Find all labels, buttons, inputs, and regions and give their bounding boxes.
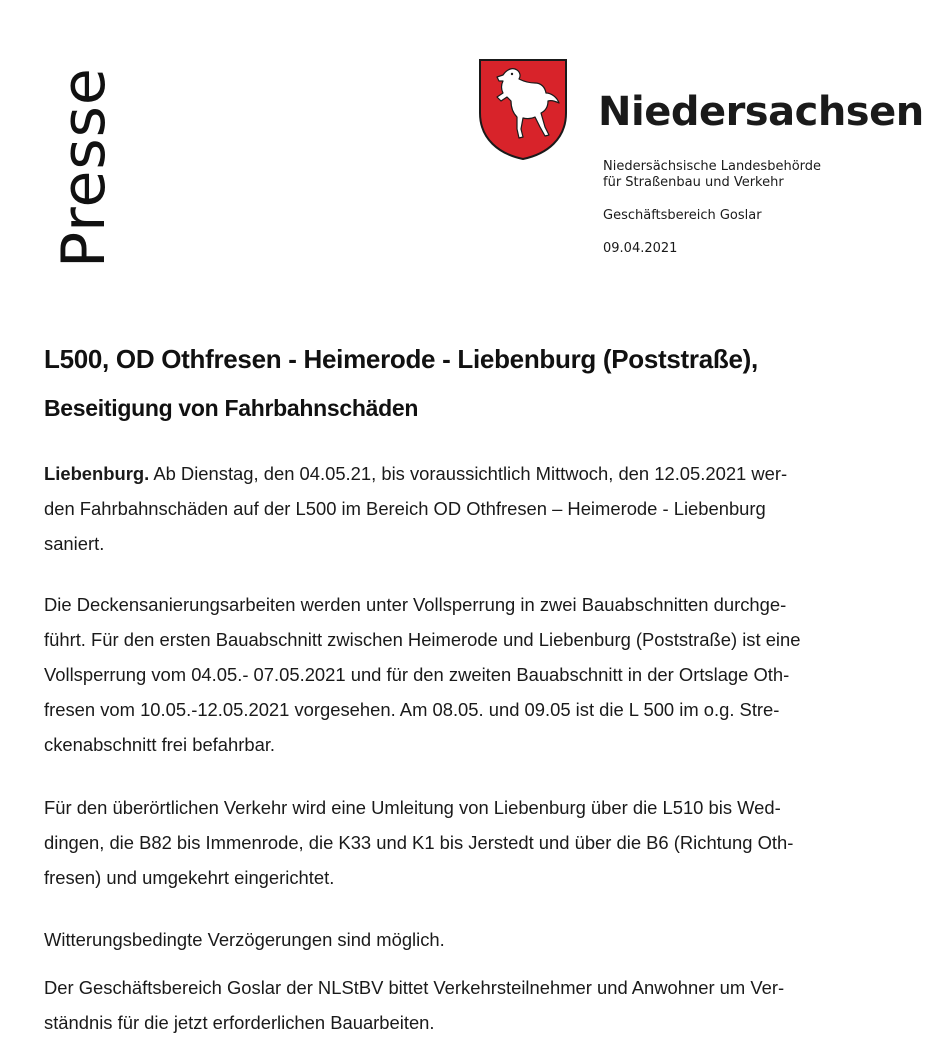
paragraph-line: Der Geschäftsbereich Goslar der NLStBV bittet Verkehrsteilnehmer und Anwohner um Ver- [44,977,785,998]
headline-line1: L500, OD Othfresen - Heimerode - Liebenburg (Poststraße), [44,344,758,374]
paragraph-line: fresen vom 10.05.-12.05.2021 vorgesehen. Am 08.05. und 09.05 ist die L 500 im o.g. Stre- [44,699,780,720]
paragraph-line: saniert. [44,533,105,554]
paragraph-construction [44,587,874,762]
paragraph-detour [44,790,874,895]
paragraph-line: Witterungsbedingte Verzögerungen sind möglich. [44,929,445,950]
dateline: Liebenburg. [44,463,150,484]
paragraph-line: dingen, die B82 bis Immenrode, die K33 und K1 bis Jerstedt und über die B6 (Richtung Oth- [44,832,794,853]
paragraph-line: fresen) und umgekehrt eingerichtet. [44,867,335,888]
paragraph-intro [44,456,874,561]
release-date: 09.04.2021 [603,241,678,256]
paragraph-closing [44,970,874,1040]
agency-name-line1: Niedersächsische Landesbehörde [603,159,822,174]
press-vertical-label: Presse [49,67,119,268]
paragraph-line: den Fahrbahnschäden auf der L500 im Bereich OD Othfresen – Heimerode - Liebenburg [44,498,766,519]
agency-name-line2: für Straßenbau und Verkehr [603,175,784,190]
paragraph-text: Ab Dienstag, den 04.05.21, bis voraussichtlich Mittwoch, den 12.05.2021 wer- [149,463,788,484]
paragraph-line: Vollsperrung vom 04.05.- 07.05.2021 und für den zweiten Bauabschnitt in der Ortslage Oth- [44,664,790,685]
paragraph-line: Für den überörtlichen Verkehr wird eine Umleitung von Liebenburg über die L510 bis Wed- [44,797,781,818]
paragraph-weather [44,922,874,957]
division-name: Geschäftsbereich Goslar [603,208,762,223]
headline-line2: Beseitigung von Fahrbahnschäden [44,395,419,421]
paragraph-line: ständnis für die jetzt erforderlichen Bauarbeiten. [44,1012,435,1033]
paragraph-line [44,456,874,491]
lower-saxony-horse-crest-icon [477,57,569,161]
paragraph-line: führt. Für den ersten Bauabschnitt zwischen Heimerode und Liebenburg (Poststraße) ist eine [44,629,801,650]
paragraph-line: ckenabschnitt frei befahrbar. [44,734,276,755]
brand-wordmark: Niedersachsen [598,89,924,135]
paragraph-line: Die Deckensanierungsarbeiten werden unter Vollsperrung in zwei Bauabschnitten durchge- [44,594,787,615]
